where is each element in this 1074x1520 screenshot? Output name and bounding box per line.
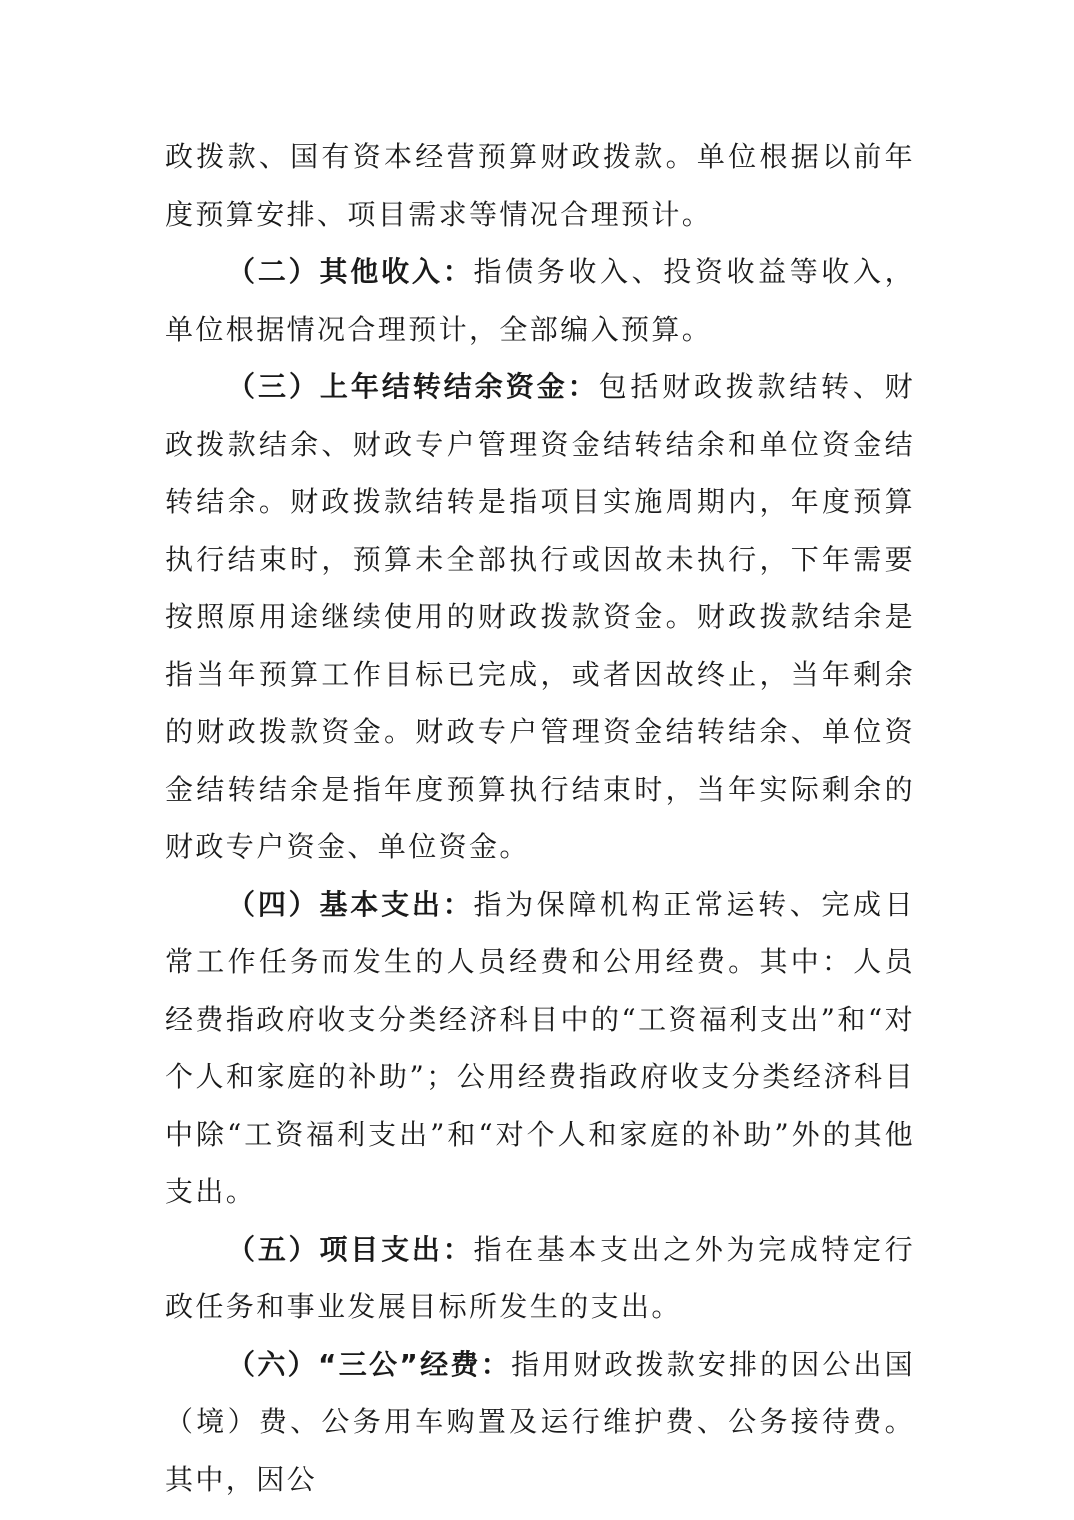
paragraph-other-income [165, 243, 915, 358]
paragraph-text: 指在基本支出之外为完成特定行政任务和事业发展目标所发生的支出。 [165, 1232, 915, 1323]
document-body [165, 128, 915, 1508]
paragraph-carryover-funds [165, 358, 915, 876]
paragraph-text: 指为保障机构正常运转、完成日常工作任务而发生的人员经费和公用经费。其中：人员经费指政府收支分类经济科目中的“工资福利支出”和“对个人和家庭的补助”；公用经费指政府收支分类经济科目中除“工资福利支出”和“对个人和家庭的补助”外的其他支出。 [165, 887, 915, 1208]
paragraph-text: 指债务收入、投资收益等收入，单位根据情况合理预计，全部编入预算。 [165, 255, 915, 346]
paragraph-basic-expenditure [165, 876, 915, 1221]
paragraph-text: 包括财政拨款结转、财政拨款结余、财政专户管理资金结转结余和单位资金结转结余。财政拨款结转是指项目实施周期内，年度预算执行结束时，预算未全部执行或因故未执行，下年需要按照原用途继续使用的财政拨款资金。财政拨款结余是指当年预算工作目标已完成，或者因故终止，当年剩余的财政拨款资金。财政专户管理资金结转结余、单位资金结转结余是指年度预算执行结束时，当年实际剩余的财政专户资金、单位资金。 [165, 370, 915, 863]
paragraph-text: 指用财政拨款安排的因公出国（境）费、公务用车购置及运行维护费、公务接待费。其中，因公 [165, 1347, 915, 1496]
paragraph-heading: （三）上年结转结余资金： [227, 370, 599, 403]
paragraph-three-public-expenses [165, 1336, 915, 1509]
paragraph-heading: （四）基本支出： [227, 887, 474, 921]
paragraph-heading: （六）“三公”经费： [227, 1347, 512, 1381]
paragraph-heading: （五）项目支出： [227, 1232, 474, 1266]
paragraph-heading: （二）其他收入： [227, 255, 474, 288]
paragraph-text: 政拨款、国有资本经营预算财政拨款。单位根据以前年度预算安排、项目需求等情况合理预计。 [165, 140, 915, 231]
paragraph-project-expenditure [165, 1221, 915, 1336]
paragraph-continuation [165, 128, 915, 243]
